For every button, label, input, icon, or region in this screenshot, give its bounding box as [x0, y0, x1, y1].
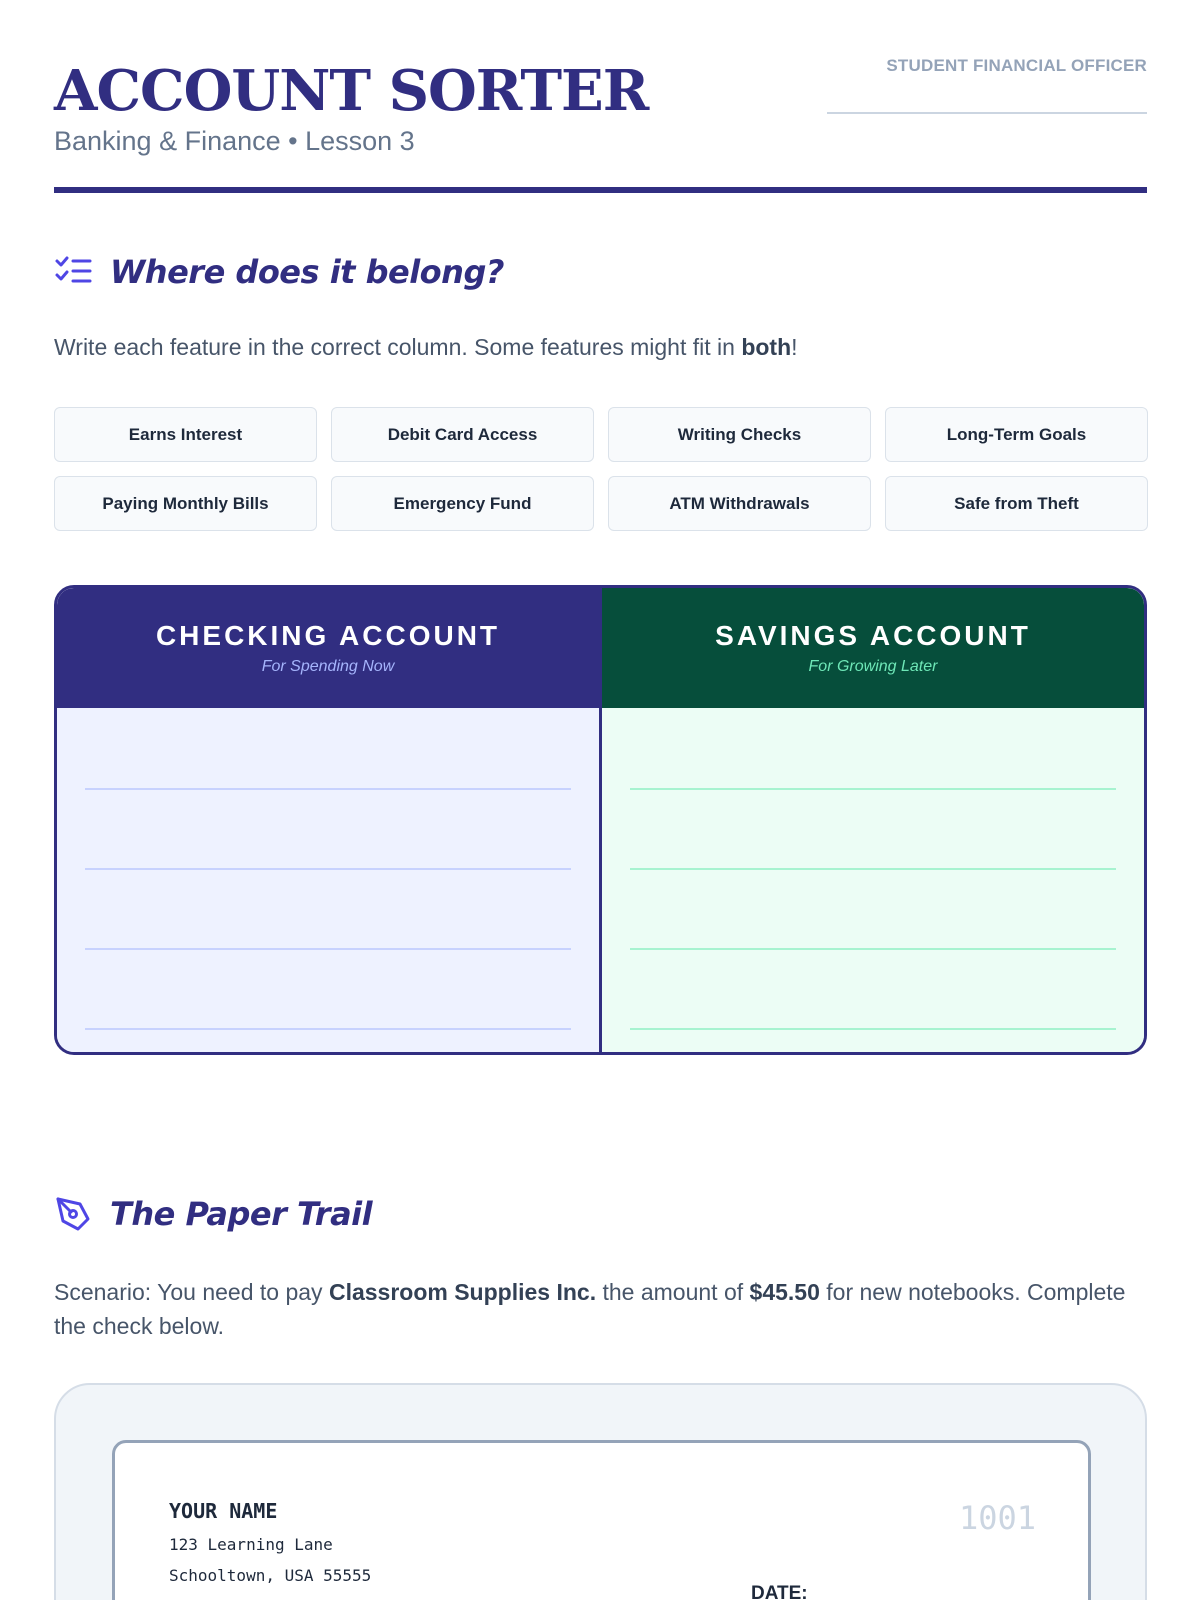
payer-address-line-2: Schooltown, USA 55555	[169, 1566, 372, 1585]
check-container	[54, 1383, 1147, 1600]
savings-column-title: SAVINGS ACCOUNT	[715, 620, 1031, 651]
checking-answer-line[interactable]	[85, 948, 571, 950]
checking-column-subtitle: For Spending Now	[261, 658, 395, 675]
scenario-text: Scenario: You need to pay	[54, 1279, 329, 1305]
feature-chip[interactable]: ATM Withdrawals	[608, 476, 871, 531]
feature-chip[interactable]: Earns Interest	[54, 407, 317, 462]
checklist-icon	[54, 253, 92, 291]
feature-chip[interactable]: Safe from Theft	[885, 476, 1148, 531]
instructions-end: !	[791, 334, 798, 360]
checking-answer-line[interactable]	[85, 868, 571, 870]
header-divider	[54, 187, 1147, 193]
paper-section-heading	[54, 1192, 372, 1236]
check-number: 1001	[958, 1499, 1036, 1537]
payer-name: YOUR NAME	[169, 1499, 278, 1523]
page-subtitle: Banking & Finance • Lesson 3	[54, 126, 415, 156]
checking-answer-line[interactable]	[85, 788, 571, 790]
sort-instructions	[54, 334, 1147, 361]
savings-answer-line[interactable]	[630, 868, 1116, 870]
sort-section-title: Where does it belong?	[110, 253, 504, 291]
instructions-text: Write each feature in the correct column. Some features might fit in	[54, 334, 742, 360]
instructions-emphasis: both	[741, 334, 792, 360]
feature-chip-list	[54, 407, 1147, 531]
feature-chip[interactable]: Debit Card Access	[331, 407, 594, 462]
checking-column-header	[57, 588, 599, 708]
blank-check	[112, 1440, 1091, 1600]
checking-column-title: CHECKING ACCOUNT	[155, 620, 501, 651]
scenario-text: the amount of	[596, 1279, 750, 1305]
savings-answer-line[interactable]	[630, 948, 1116, 950]
paper-section-title: The Paper Trail	[110, 1195, 373, 1233]
worksheet-header	[54, 54, 1147, 194]
savings-column-subtitle: For Growing Later	[808, 658, 938, 675]
savings-answer-line[interactable]	[630, 788, 1116, 790]
payer-address-line-1: 123 Learning Lane	[169, 1535, 333, 1554]
officer-label: STUDENT FINANCIAL OFFICER	[886, 56, 1147, 75]
date-label: DATE:	[751, 1583, 808, 1600]
savings-column	[602, 588, 1144, 1052]
check-scenario	[54, 1275, 1147, 1343]
feature-chip[interactable]: Paying Monthly Bills	[54, 476, 317, 531]
account-sorter-table	[54, 585, 1147, 1055]
pen-nib-icon	[54, 1195, 92, 1233]
feature-chip[interactable]: Long-Term Goals	[885, 407, 1148, 462]
checking-answer-line[interactable]	[85, 1028, 571, 1030]
savings-answer-line[interactable]	[630, 1028, 1116, 1030]
scenario-amount: $45.50	[749, 1279, 820, 1305]
officer-name-line[interactable]	[827, 112, 1147, 114]
savings-column-header	[602, 588, 1144, 708]
officer-signature-block	[827, 56, 1147, 114]
feature-chip[interactable]: Writing Checks	[608, 407, 871, 462]
page-title: ACCOUNT SORTER	[54, 58, 649, 124]
feature-chip[interactable]: Emergency Fund	[331, 476, 594, 531]
scenario-text: for new notebooks. Complete the check below.	[54, 1279, 1126, 1339]
sort-section-heading	[54, 250, 504, 294]
scenario-payee: Classroom Supplies Inc.	[328, 1279, 597, 1305]
checking-column	[57, 588, 602, 1052]
